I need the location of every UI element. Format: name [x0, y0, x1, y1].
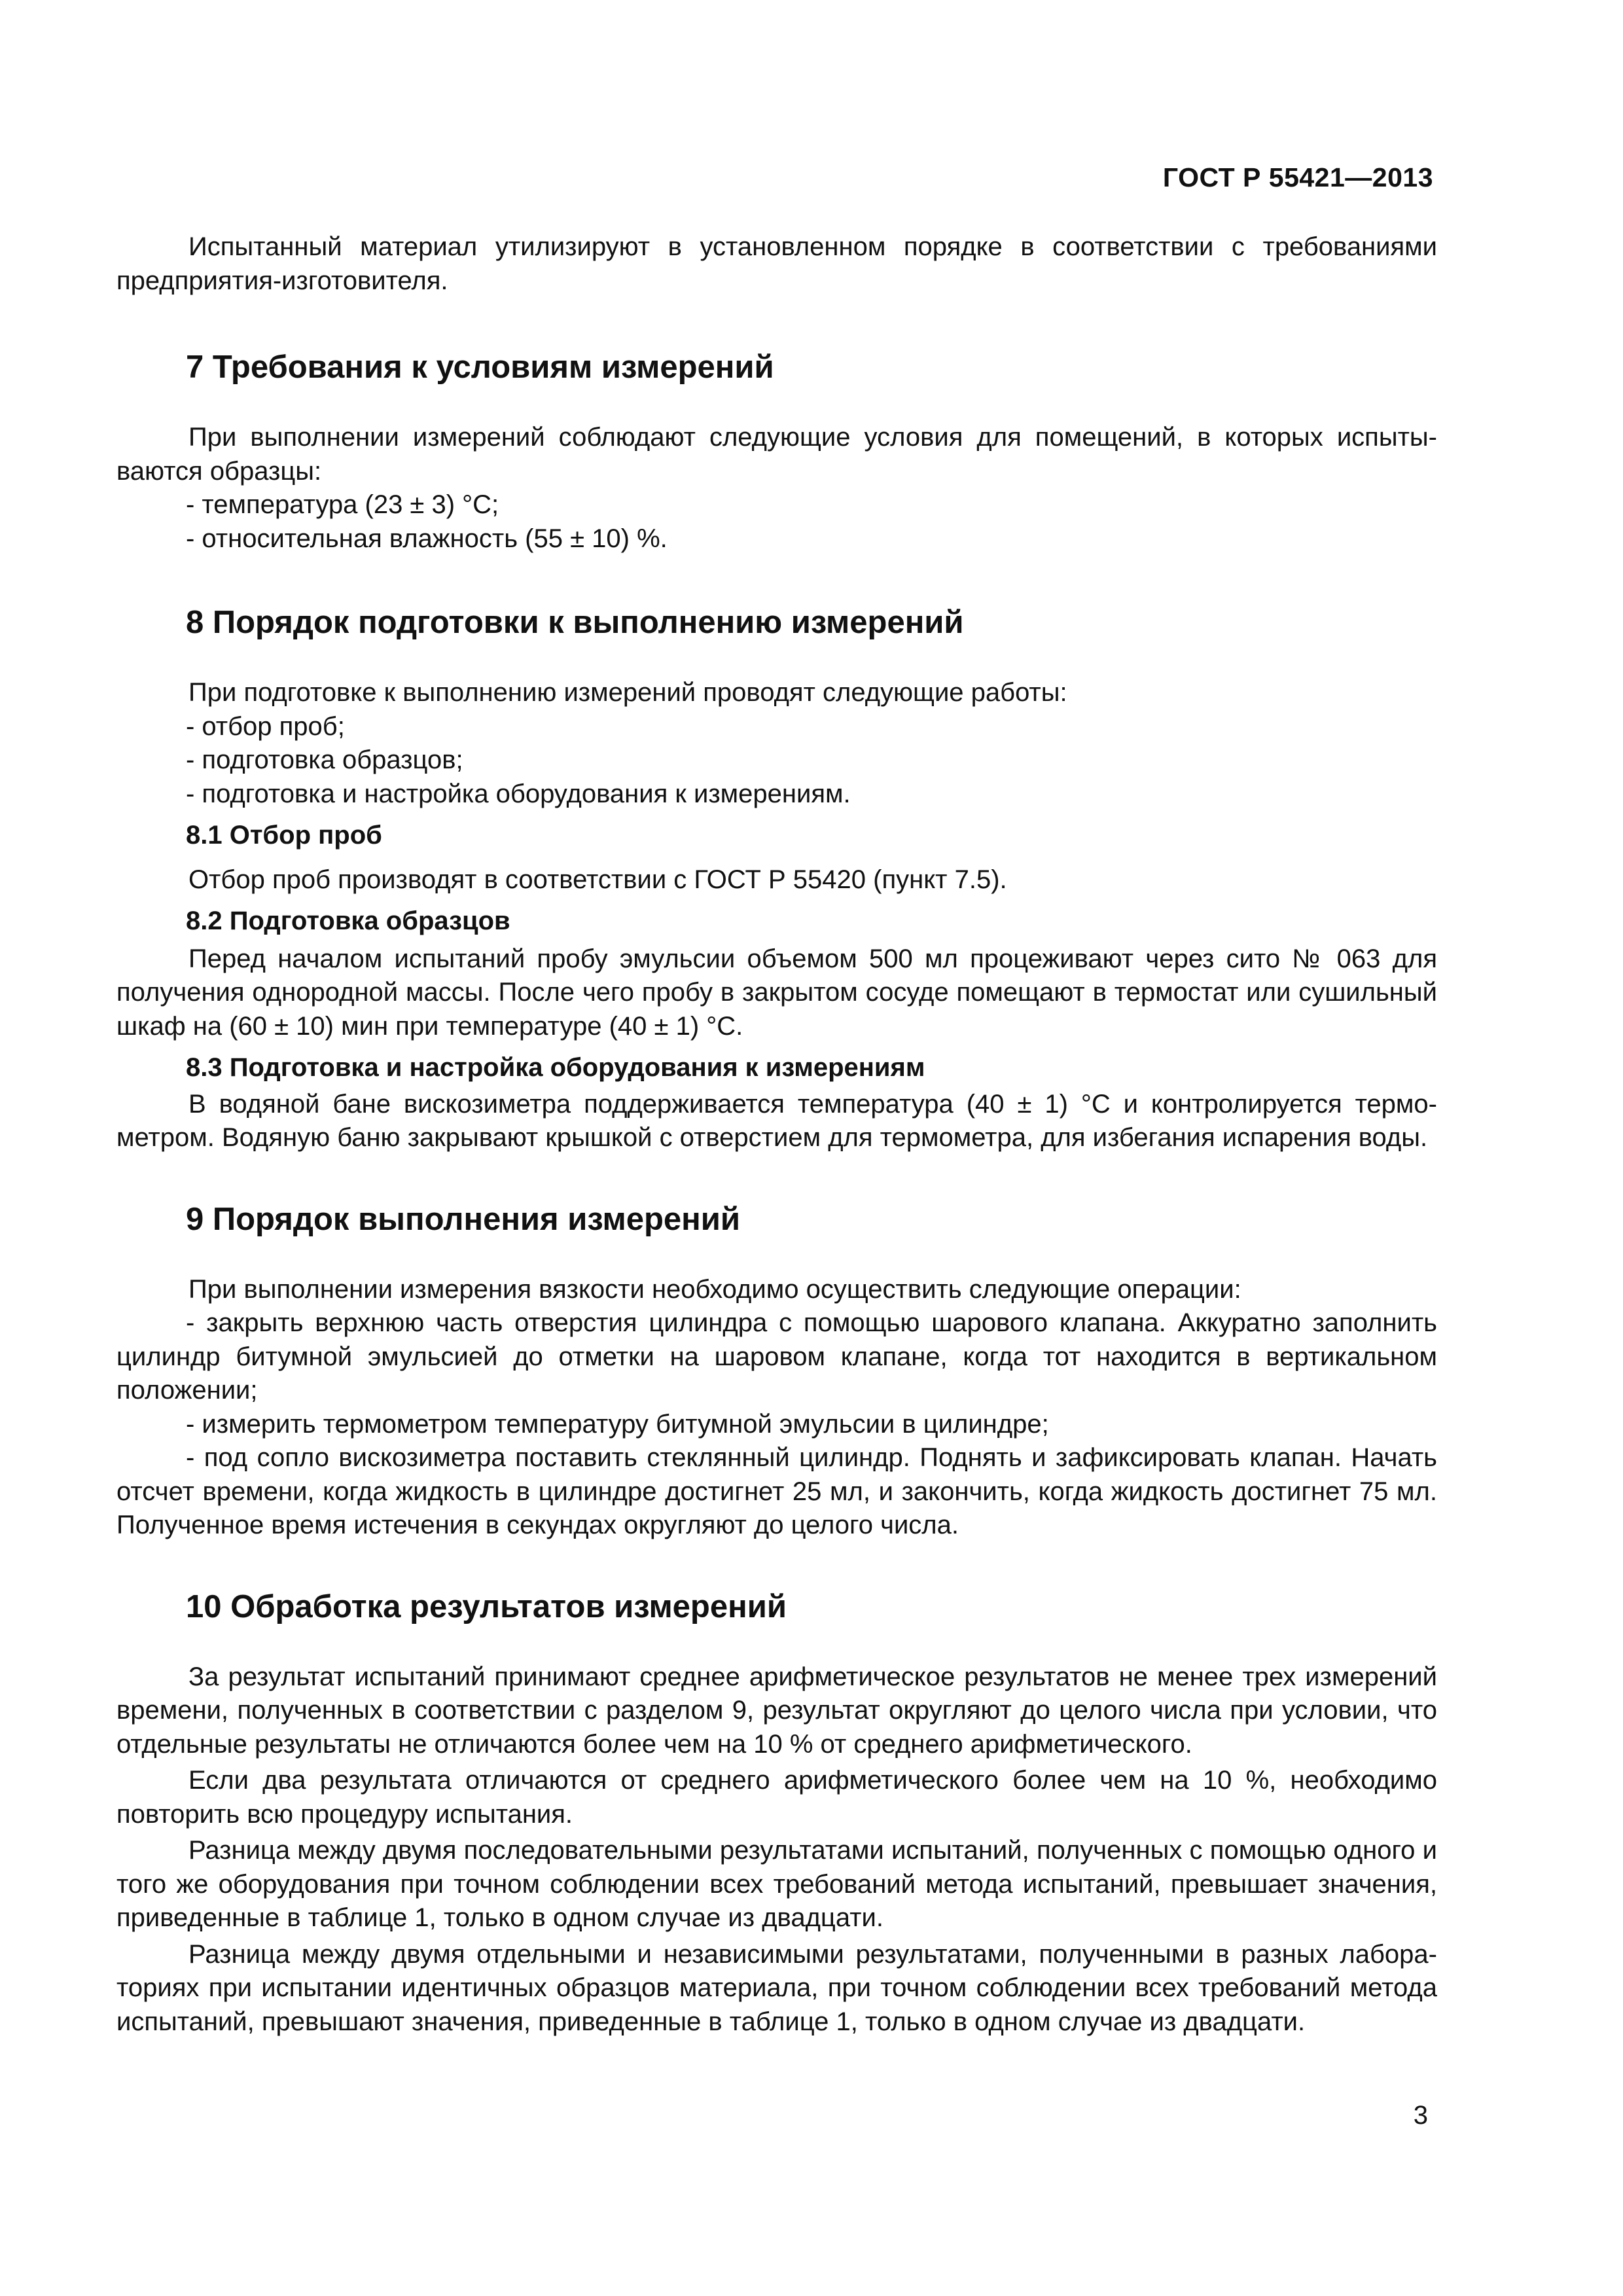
section-8-item: - отбор проб;	[186, 711, 345, 741]
section-9-intro: При выполнении измерения вязкости необходимо осуществить следующие операции:	[188, 1274, 1241, 1304]
section-7-item: - относительная влажность (55 ± 10) %.	[186, 524, 668, 553]
section-10-paragraph: Разница между двумя отдельными и независимыми результатами, полученными в разных лабораториях при испытании идентичных образцов материала, при точном соблюдении всех требований метода испытаний, превышают значения, приведенные в таблице 1, только в одном случае из двадцати.	[116, 1939, 1437, 2036]
subsection-8-2-text: Перед началом испытаний пробу эмульсии объемом 500 мл процеживают через сито № 063 для получения однородной массы. После чего пробу в закрытом сосуде помещают в термостат или сушильный шкаф на (60 ± 10) мин при температуре (40 ± 1) °С.	[116, 944, 1437, 1041]
section-9-item: - закрыть верхнюю часть отверстия цилиндра с помощью шарового клапана. Аккуратно заполнить цилиндр битумной эмульсией до отметки на шаровом клапане, когда тот находится в вертикальном положении;	[116, 1308, 1437, 1405]
section-8-item: - подготовка образцов;	[186, 745, 463, 774]
section-8-item: - подготовка и настройка оборудования к измерениям.	[186, 779, 851, 808]
section-8-intro: При подготовке к выполнению измерений проводят следующие работы:	[188, 678, 1067, 707]
section-7-title: 7 Требования к условиям измерений	[186, 350, 774, 385]
document-body	[116, 230, 1437, 2039]
section-10-title: 10 Обработка результатов измерений	[186, 1588, 787, 1624]
section-9-item: - под сопло вискозиметра поставить стеклянный цилиндр. Поднять и зафиксировать клапан. Начать отсчет времени, когда жидкость в цилиндре достигнет 25 мл, и закончить, когда жидкость достигнет 75 мл. Полученное время истечения в секундах округляют до целого числа.	[116, 1443, 1437, 1539]
section-10-paragraph: Разница между двумя последовательными результатами испытаний, полученных с помощью одного и того же оборудования при точном соблюдении всех требований метода испытаний, превышает значения, приведенные в таблице 1, только в одном случае из двадцати.	[116, 1836, 1437, 1932]
section-7-item: - температура (23 ± 3) °С;	[186, 490, 499, 519]
subsection-8-1-text: Отбор проб производят в соответствии с ГОСТ Р 55420 (пункт 7.5).	[188, 865, 1007, 894]
section-10-paragraph: Если два результата отличаются от среднего арифметического более чем на 10 %, необходимо повторить всю процедуру испытания.	[116, 1766, 1437, 1829]
subsection-8-3-text: В водяной бане вискозиметра поддерживается температура (40 ± 1) °С и контролируется термометром. Водяную баню закрывают крышкой с отверстием для термометра, для избегания испарения воды.	[116, 1089, 1437, 1152]
document-header-id: ГОСТ Р 55421—2013	[1162, 162, 1433, 192]
intro-paragraph: Испытанный материал утилизируют в установленном порядке в соответствии с требованиями предприятия-изготовителя.	[116, 232, 1437, 295]
section-8-title: 8 Порядок подготовки к выполнению измерений	[186, 605, 964, 640]
subsection-8-1-title: 8.1 Отбор проб	[186, 821, 382, 850]
section-9-title: 9 Порядок выполнения измерений	[186, 1201, 741, 1237]
section-9-item: - измерить термометром температуру битумной эмульсии в цилиндре;	[186, 1409, 1049, 1439]
subsection-8-2-title: 8.2 Подготовка образцов	[186, 906, 510, 935]
page-number: 3	[1413, 2101, 1428, 2130]
subsection-8-3-title: 8.3 Подготовка и настройка оборудования к измерениям	[186, 1053, 925, 1082]
section-7-intro: При выполнении измерений соблюдают следующие условия для помещений, в которых испытываются образцы:	[116, 423, 1437, 486]
section-10-paragraph: За результат испытаний принимают среднее арифметическое результатов не менее трех измерений времени, полученных в соответствии с разделом 9, результат округляют до целого числа при условии, что отдельные результаты не отличаются более чем на 10 % от среднего арифметического.	[116, 1662, 1437, 1759]
